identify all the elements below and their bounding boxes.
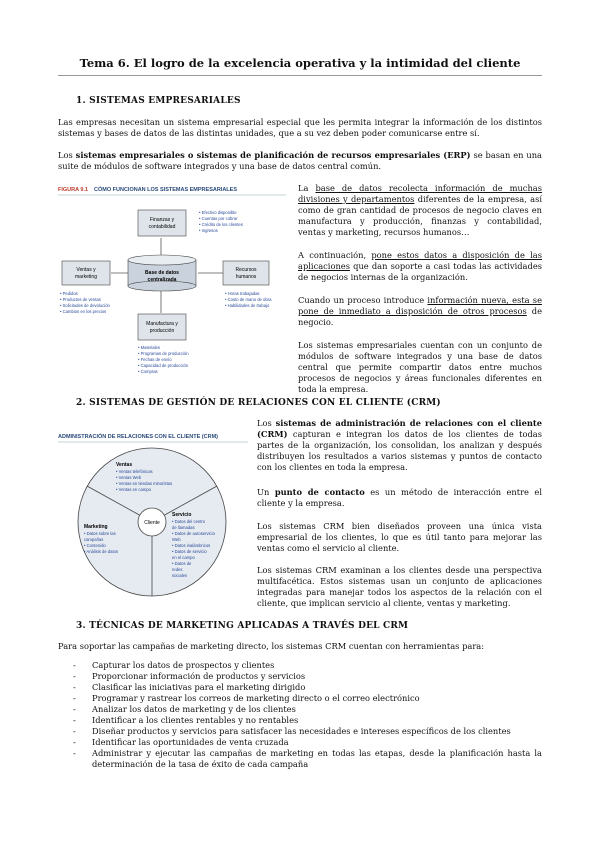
s2-paragraph-3: Los sistemas CRM bien diseñados proveen una única vista empresarial de los clientes, lo que es útil tanto para mejorar las ventas como el servicio al cliente. <box>257 521 542 553</box>
mfg-item: • Capacidad de producción <box>138 363 189 368</box>
list-item: - Identificar a los clientes rentables y no rentables <box>58 715 542 726</box>
hr-item: • Costo de mano de obra <box>225 297 272 302</box>
central-database <box>128 255 196 291</box>
marketing-tools-list <box>58 660 542 770</box>
marketing-item: • Análisis de datos <box>84 549 119 554</box>
figure-number: FIGURA 9.1 <box>58 187 89 193</box>
page-title: Tema 6. El logro de la excelencia operativa y la intimidad del cliente <box>79 56 521 70</box>
crm-figure <box>58 430 248 600</box>
finance-label-2: contabilidad <box>148 224 176 230</box>
marketing-label: Marketing <box>84 524 108 530</box>
s1-paragraph-5: Cuando un proceso introduce información nueva, esta se pone de inmediato a disposición de otros procesos de negocio. <box>298 295 542 327</box>
ventas-item: • Ventas en tiendas minoristas <box>116 481 173 486</box>
marketing-item: • Contenido <box>84 543 106 548</box>
finance-box <box>138 210 186 236</box>
crm-caption: ADMINISTRACIÓN DE RELACIONES CON EL CLIENTE (CRM) <box>58 434 219 440</box>
finance-item: • Efectivo disponible <box>199 210 237 215</box>
list-item: - Analizar los datos de marketing y de los clientes <box>58 704 542 715</box>
servicio-item: Web <box>172 537 181 542</box>
list-item: - Capturar los datos de prospectos y clientes <box>58 660 542 671</box>
sales-item: • Productos de ventas <box>60 297 101 302</box>
sales-box <box>62 261 110 285</box>
erp-figure <box>58 183 286 388</box>
servicio-item: • Datos inalámbricos <box>172 543 211 548</box>
s1-paragraph-2: Los sistemas empresariales o sistemas de planificación de recursos empresariales (ERP) se basan en una suite de módulos de software integrados y una base de datos central común. <box>58 150 542 171</box>
mfg-item: • Fechas de envío <box>138 357 172 362</box>
ventas-item: • Ventas en campo <box>116 487 151 492</box>
servicio-item: • Datos de servicio <box>172 549 207 554</box>
hr-label-2: humanos <box>235 274 257 280</box>
servicio-item: sociales <box>172 573 188 578</box>
ventas-label: Ventas <box>116 462 133 468</box>
mfg-label-2: producción <box>149 328 175 334</box>
list-item: - Identificar las oportunidades de venta cruzada <box>58 737 542 748</box>
s1-paragraph-1: Las empresas necesitan un sistema empresarial especial que les permita integrar la información de los distintos sistemas y bases de datos de las distintas unidades, que a su vez deben poder comunicarse entre sí. <box>58 117 542 138</box>
finance-item: • Ingresos <box>199 228 218 233</box>
list-item: - Proporcionar información de productos y servicios <box>58 671 542 682</box>
sales-item: • Cambios en los precios <box>60 309 107 314</box>
hr-box <box>223 261 269 285</box>
db-label-2: centralizada <box>147 277 177 283</box>
s2-paragraph-1: Los sistemas de administración de relaciones con el cliente (CRM) capturan e integran los datos de los clientes de todas partes de la organización, los consolidan, los analizan y después distribuyen los resultados a varios sistemas y puntos de contacto con los clientes en toda la empresa. <box>257 418 542 472</box>
hr-label-1: Recursos <box>235 267 257 273</box>
finance-label-1: Finanzas y <box>149 217 175 223</box>
mfg-item: • Programas de producción <box>138 351 189 356</box>
mfg-item: • Materiales <box>138 345 160 350</box>
sales-item: • Pedidos <box>60 291 78 296</box>
finance-item: • Cuentas por cobrar <box>199 216 238 221</box>
marketing-item: campañas <box>84 537 104 542</box>
section-1-heading: 1. SISTEMAS EMPRESARIALES <box>76 96 241 106</box>
s3-intro: Para soportar las campañas de marketing directo, los sistemas CRM cuentan con herramientas para: <box>58 641 485 651</box>
title-divider <box>58 75 542 76</box>
servicio-item: de llamadas <box>172 525 195 530</box>
s1-paragraph-4: A continuación, pone estos datos a disposición de las aplicaciones que dan soporte a casi todas las actividades de negocios internas de la organización. <box>298 250 542 282</box>
servicio-item: • Datos del centro <box>172 519 206 524</box>
list-item: - Administrar y ejecutar las campañas de marketing en todas las etapas, desde la planificación hasta la determinación de la tasa de éxito de cada campaña <box>58 748 542 770</box>
manufacturing-box <box>138 314 186 340</box>
s2-paragraph-4: Los sistemas CRM examinan a los clientes desde una perspectiva multifacética. Estos sistemas usan un conjunto de aplicaciones integradas para manejar todos los aspectos de la relación con el cliente, que implican servicio al cliente, ventas y marketing. <box>257 565 542 608</box>
s2-paragraph-2: Un punto de contacto es un método de interacción entre el cliente y la empresa. <box>257 487 542 508</box>
mfg-label-1: Manufactura y <box>146 321 178 327</box>
s1-paragraph-6: Los sistemas empresariales cuentan con un conjunto de módulos de software integrados y una base de datos central que permite compartir datos entre muchos procesos de negocios y áreas funcionales diferentes en toda la empresa. <box>298 340 542 394</box>
db-label-1: Base de datos <box>145 270 179 276</box>
section-2-heading: 2. SISTEMAS DE GESTIÓN DE RELACIONES CON EL CLIENTE (CRM) <box>76 398 441 408</box>
s1-paragraph-3: La base de datos recolecta información de muchas divisiones y departamentos diferentes de la empresa, así como de gran cantidad de procesos de negocio claves en manufactura y producción, finanzas y contabilidad, ventas y marketing, recursos humanos… <box>298 183 543 237</box>
list-item: - Diseñar productos y servicios para satisfacer las necesidades e intereses específicos de los clientes <box>58 726 542 737</box>
sales-item: • Solicitudes de devolución <box>60 303 110 308</box>
servicio-item: en el campo <box>172 555 195 560</box>
servicio-label: Servicio <box>172 512 192 518</box>
servicio-item: redes <box>172 567 183 572</box>
sales-label-1: Ventas y <box>76 267 96 273</box>
servicio-item: • Datos de <box>172 561 192 566</box>
ventas-item: • Ventas telefónicas <box>116 469 153 474</box>
ventas-item: • Ventas Web <box>116 475 142 480</box>
hr-item: • Horas trabajadas <box>225 291 260 296</box>
customer-label: Cliente <box>144 520 160 526</box>
list-item: - Clasificar las iniciativas para el marketing dirigido <box>58 682 542 693</box>
list-item: - Programar y rastrear los correos de marketing directo o el correo electrónico <box>58 693 542 704</box>
sales-label-2: marketing <box>75 274 97 280</box>
mfg-item: • Compras <box>138 369 158 374</box>
finance-item: • Crédito de los clientes <box>199 222 243 227</box>
section-3-heading: 3. TÉCNICAS DE MARKETING APLICADAS A TRAVÉS DEL CRM <box>76 621 409 631</box>
marketing-item: • Datos sobre las <box>84 531 116 536</box>
hr-item: • Habilidades de trabajo <box>225 303 270 308</box>
servicio-item: • Datos de autoservicio <box>172 531 215 536</box>
figure-caption: CÓMO FUNCIONAN LOS SISTEMAS EMPRESARIALES <box>94 187 238 193</box>
